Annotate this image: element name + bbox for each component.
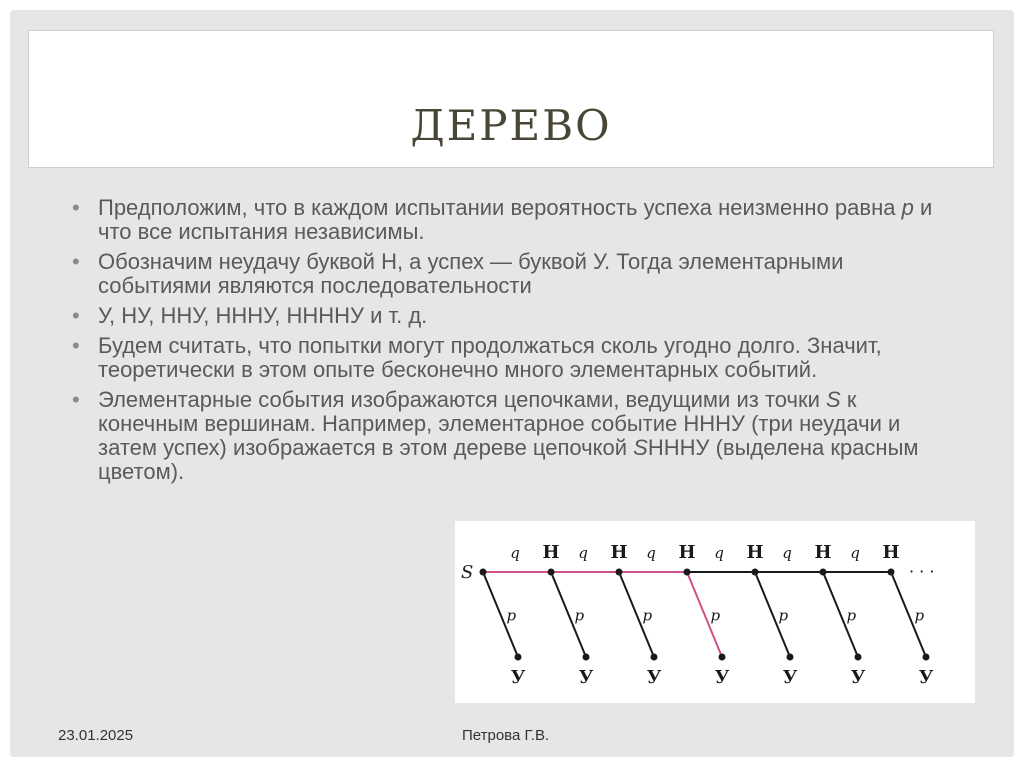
q-label: q — [850, 544, 860, 562]
bullet-item — [72, 334, 952, 382]
bullet-text: к конечным вершинам. Например, элементарное событие НННУ (три неудачи и затем успех) изображается в этом дереве цепочкой — [98, 387, 901, 460]
bullet-item — [72, 250, 952, 298]
p-label: p — [846, 606, 857, 625]
success-node — [651, 654, 658, 661]
footer-date: 23.01.2025 — [58, 727, 134, 744]
p-label: p — [642, 606, 653, 625]
success-node — [515, 654, 522, 661]
bullet-item — [72, 388, 952, 484]
q-label: q — [646, 544, 656, 562]
bullet-text: У, НУ, ННУ, НННУ, ННННУ и т. д. — [98, 303, 428, 328]
variable-p: p — [901, 195, 914, 220]
bullet-text: Обозначим неудачу буквой Н, а успех — буквой У. Тогда элементарными событиями являются последовательности — [98, 249, 844, 298]
success-node — [787, 654, 794, 661]
success-label: У — [782, 667, 798, 688]
tree-diagram-svg — [455, 521, 975, 703]
bullet-text: НННУ (выделена красным цветом). — [98, 435, 919, 484]
success-node — [855, 654, 862, 661]
bullet-text: и что все испытания независимы. — [98, 195, 933, 244]
bullet-list — [72, 196, 952, 490]
success-label: У — [510, 667, 526, 688]
bullet-text: Элементарные события изображаются цепочками, ведущими из точки — [98, 387, 827, 412]
success-label: У — [714, 667, 730, 688]
variable-s: S — [826, 387, 841, 412]
failure-node — [752, 569, 759, 576]
failure-node — [616, 569, 623, 576]
footer-author: Петрова Г.В. — [462, 727, 550, 744]
tree-diagram — [455, 521, 975, 703]
success-node — [923, 654, 930, 661]
bullet-item — [72, 304, 952, 328]
q-label: q — [510, 544, 520, 562]
p-label: p — [710, 606, 721, 625]
failure-node — [820, 569, 827, 576]
p-label: p — [914, 606, 925, 625]
bullet-text: Будем считать, что попытки могут продолжаться сколь угодно долго. Значит, теоретически в этом опыте бесконечно много элементарных событий. — [98, 333, 882, 382]
continuation-ellipsis: · · · — [909, 562, 935, 581]
success-label: У — [646, 667, 662, 688]
failure-node — [548, 569, 555, 576]
slide-title: ДЕРЕВО — [410, 101, 612, 150]
q-label: q — [578, 544, 588, 562]
failure-label: Н — [610, 542, 628, 563]
q-label: q — [714, 544, 724, 562]
p-label: p — [574, 606, 585, 625]
failure-label: Н — [814, 542, 832, 563]
success-node — [719, 654, 726, 661]
bullet-item — [72, 196, 952, 244]
success-node — [583, 654, 590, 661]
title-box — [28, 30, 994, 168]
bullet-text: Предположим, что в каждом испытании вероятность успеха неизменно равна — [98, 195, 902, 220]
failure-node — [684, 569, 691, 576]
failure-label: Н — [746, 542, 764, 563]
failure-label: Н — [678, 542, 696, 563]
p-label: p — [506, 606, 517, 625]
p-label: p — [778, 606, 789, 625]
q-label: q — [782, 544, 792, 562]
failure-label: Н — [882, 542, 900, 563]
start-node — [480, 569, 487, 576]
variable-s: S — [633, 435, 648, 460]
failure-label: Н — [542, 542, 560, 563]
success-label: У — [850, 667, 866, 688]
success-label: У — [578, 667, 594, 688]
start-label: S — [461, 562, 474, 583]
failure-node — [888, 569, 895, 576]
success-label: У — [918, 667, 934, 688]
